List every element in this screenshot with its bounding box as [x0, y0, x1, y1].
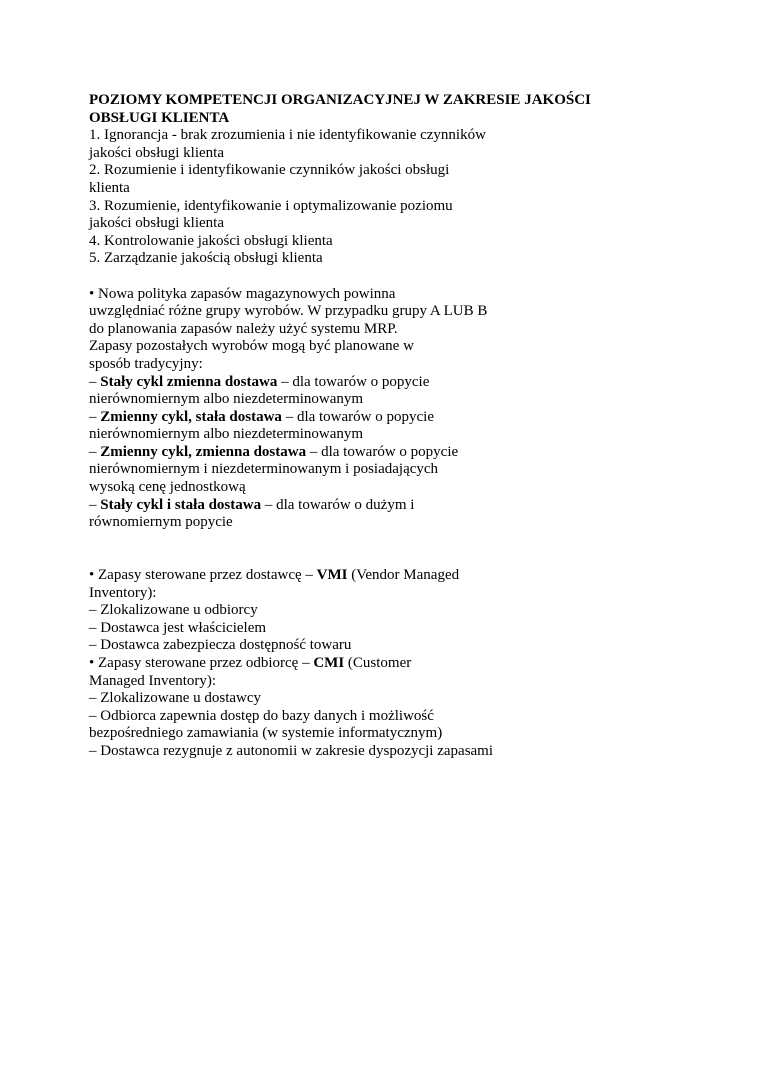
vmi-item: – Dostawca jest właścicielem — [89, 619, 267, 636]
policy-intro-line: Zapasy pozostałych wyrobów mogą być planowane w — [89, 338, 414, 355]
vmi-heading-text: • Zapasy sterowane przez dostawcę – — [89, 567, 317, 584]
vmi-heading — [89, 567, 729, 585]
policy-intro-line: • Nowa polityka zapasów magazynowych powinna — [89, 285, 396, 302]
policy-intro-line: do planowania zapasów należy użyć systemu MRP. — [89, 320, 398, 337]
policy-item-3-term: Zmienny cykl, zmienna dostawa — [100, 443, 307, 460]
policy-item-2-desc: – dla towarów o popycie — [281, 408, 434, 425]
policy-item-3-cont: nierównomiernym i niezdeterminowanym i posiadających — [89, 461, 439, 478]
cmi-item: – Dostawca rezygnuje z autonomii w zakresie dyspozycji zapasami — [89, 742, 494, 759]
vmi-expansion: (Vendor Managed — [347, 567, 460, 584]
blank-line — [89, 268, 729, 286]
policy-intro-line: uwzględniać różne grupy wyrobów. W przypadku grupy A LUB B — [89, 303, 488, 320]
policy-item-4-cont: równomiernym popycie — [89, 514, 233, 531]
cmi-acronym: CMI — [313, 655, 345, 671]
policy-item-4-term: Stały cykl i stała dostawa — [100, 496, 262, 513]
blank-lines — [89, 532, 729, 567]
policy-item-2 — [89, 409, 729, 427]
level-3-line: 3. Rozumienie, identyfikowanie i optymalizowanie poziomu — [89, 197, 453, 214]
level-2-line: 2. Rozumienie i identyfikowanie czynników jakości obsługi — [89, 162, 450, 179]
dash: – — [89, 373, 101, 390]
level-5-line: 5. Zarządzanie jakością obsługi klienta — [89, 250, 323, 267]
policy-item-1-desc: – dla towarów o popycie — [277, 373, 430, 390]
cmi-heading-cont: Managed Inventory): — [89, 672, 217, 689]
level-3-cont: jakości obsługi klienta — [89, 215, 224, 232]
cmi-heading-text: • Zapasy sterowane przez odbiorcę – — [89, 655, 314, 671]
policy-item-3 — [89, 444, 729, 462]
policy-intro-line: sposób tradycyjny: — [89, 355, 203, 372]
level-2-cont: klienta — [89, 179, 130, 196]
document-title-line-2: OBSŁUGI KLIENTA — [89, 109, 230, 126]
policy-item-2-cont: nierównomiernym albo niezdeterminowanym — [89, 426, 364, 443]
dash: – — [89, 408, 101, 425]
cmi-item: – Odbiorca zapewnia dostęp do bazy danych i możliwość — [89, 707, 434, 724]
dash: – — [89, 443, 101, 460]
level-1-line: 1. Ignorancja - brak zrozumienia i nie identyfikowanie czynników — [89, 127, 486, 144]
vmi-item: – Dostawca zabezpiecza dostępność towaru — [89, 637, 352, 654]
vmi-item: – Zlokalizowane u odbiorcy — [89, 602, 258, 619]
vmi-heading-cont: Inventory): — [89, 584, 157, 601]
policy-item-3-cont: wysoką cenę jednostkową — [89, 479, 246, 496]
policy-item-1-cont: nierównomiernym albo niezdeterminowanym — [89, 391, 364, 408]
level-1-cont: jakości obsługi klienta — [89, 144, 224, 161]
cmi-expansion: (Customer — [344, 655, 412, 671]
dash: – — [89, 496, 101, 513]
cmi-heading — [89, 655, 729, 673]
policy-item-4-desc: – dla towarów o dużym i — [261, 496, 415, 513]
document-title-line-1: POZIOMY KOMPETENCJI ORGANIZACYJNEJ W ZAKRESIE JAKOŚCI — [89, 92, 591, 108]
policy-item-2-term: Zmienny cykl, stała dostawa — [100, 408, 282, 425]
policy-item-4 — [89, 497, 729, 515]
cmi-item: – Zlokalizowane u dostawcy — [89, 690, 262, 707]
vmi-acronym: VMI — [316, 567, 348, 584]
policy-item-3-desc: – dla towarów o popycie — [306, 443, 459, 460]
cmi-item: bezpośredniego zamawiania (w systemie informatycznym) — [89, 725, 443, 742]
policy-item-1-term: Stały cykl zmienna dostawa — [100, 373, 278, 390]
policy-item-1 — [89, 374, 729, 392]
level-4-line: 4. Kontrolowanie jakości obsługi klienta — [89, 232, 333, 249]
document-body — [89, 92, 729, 761]
